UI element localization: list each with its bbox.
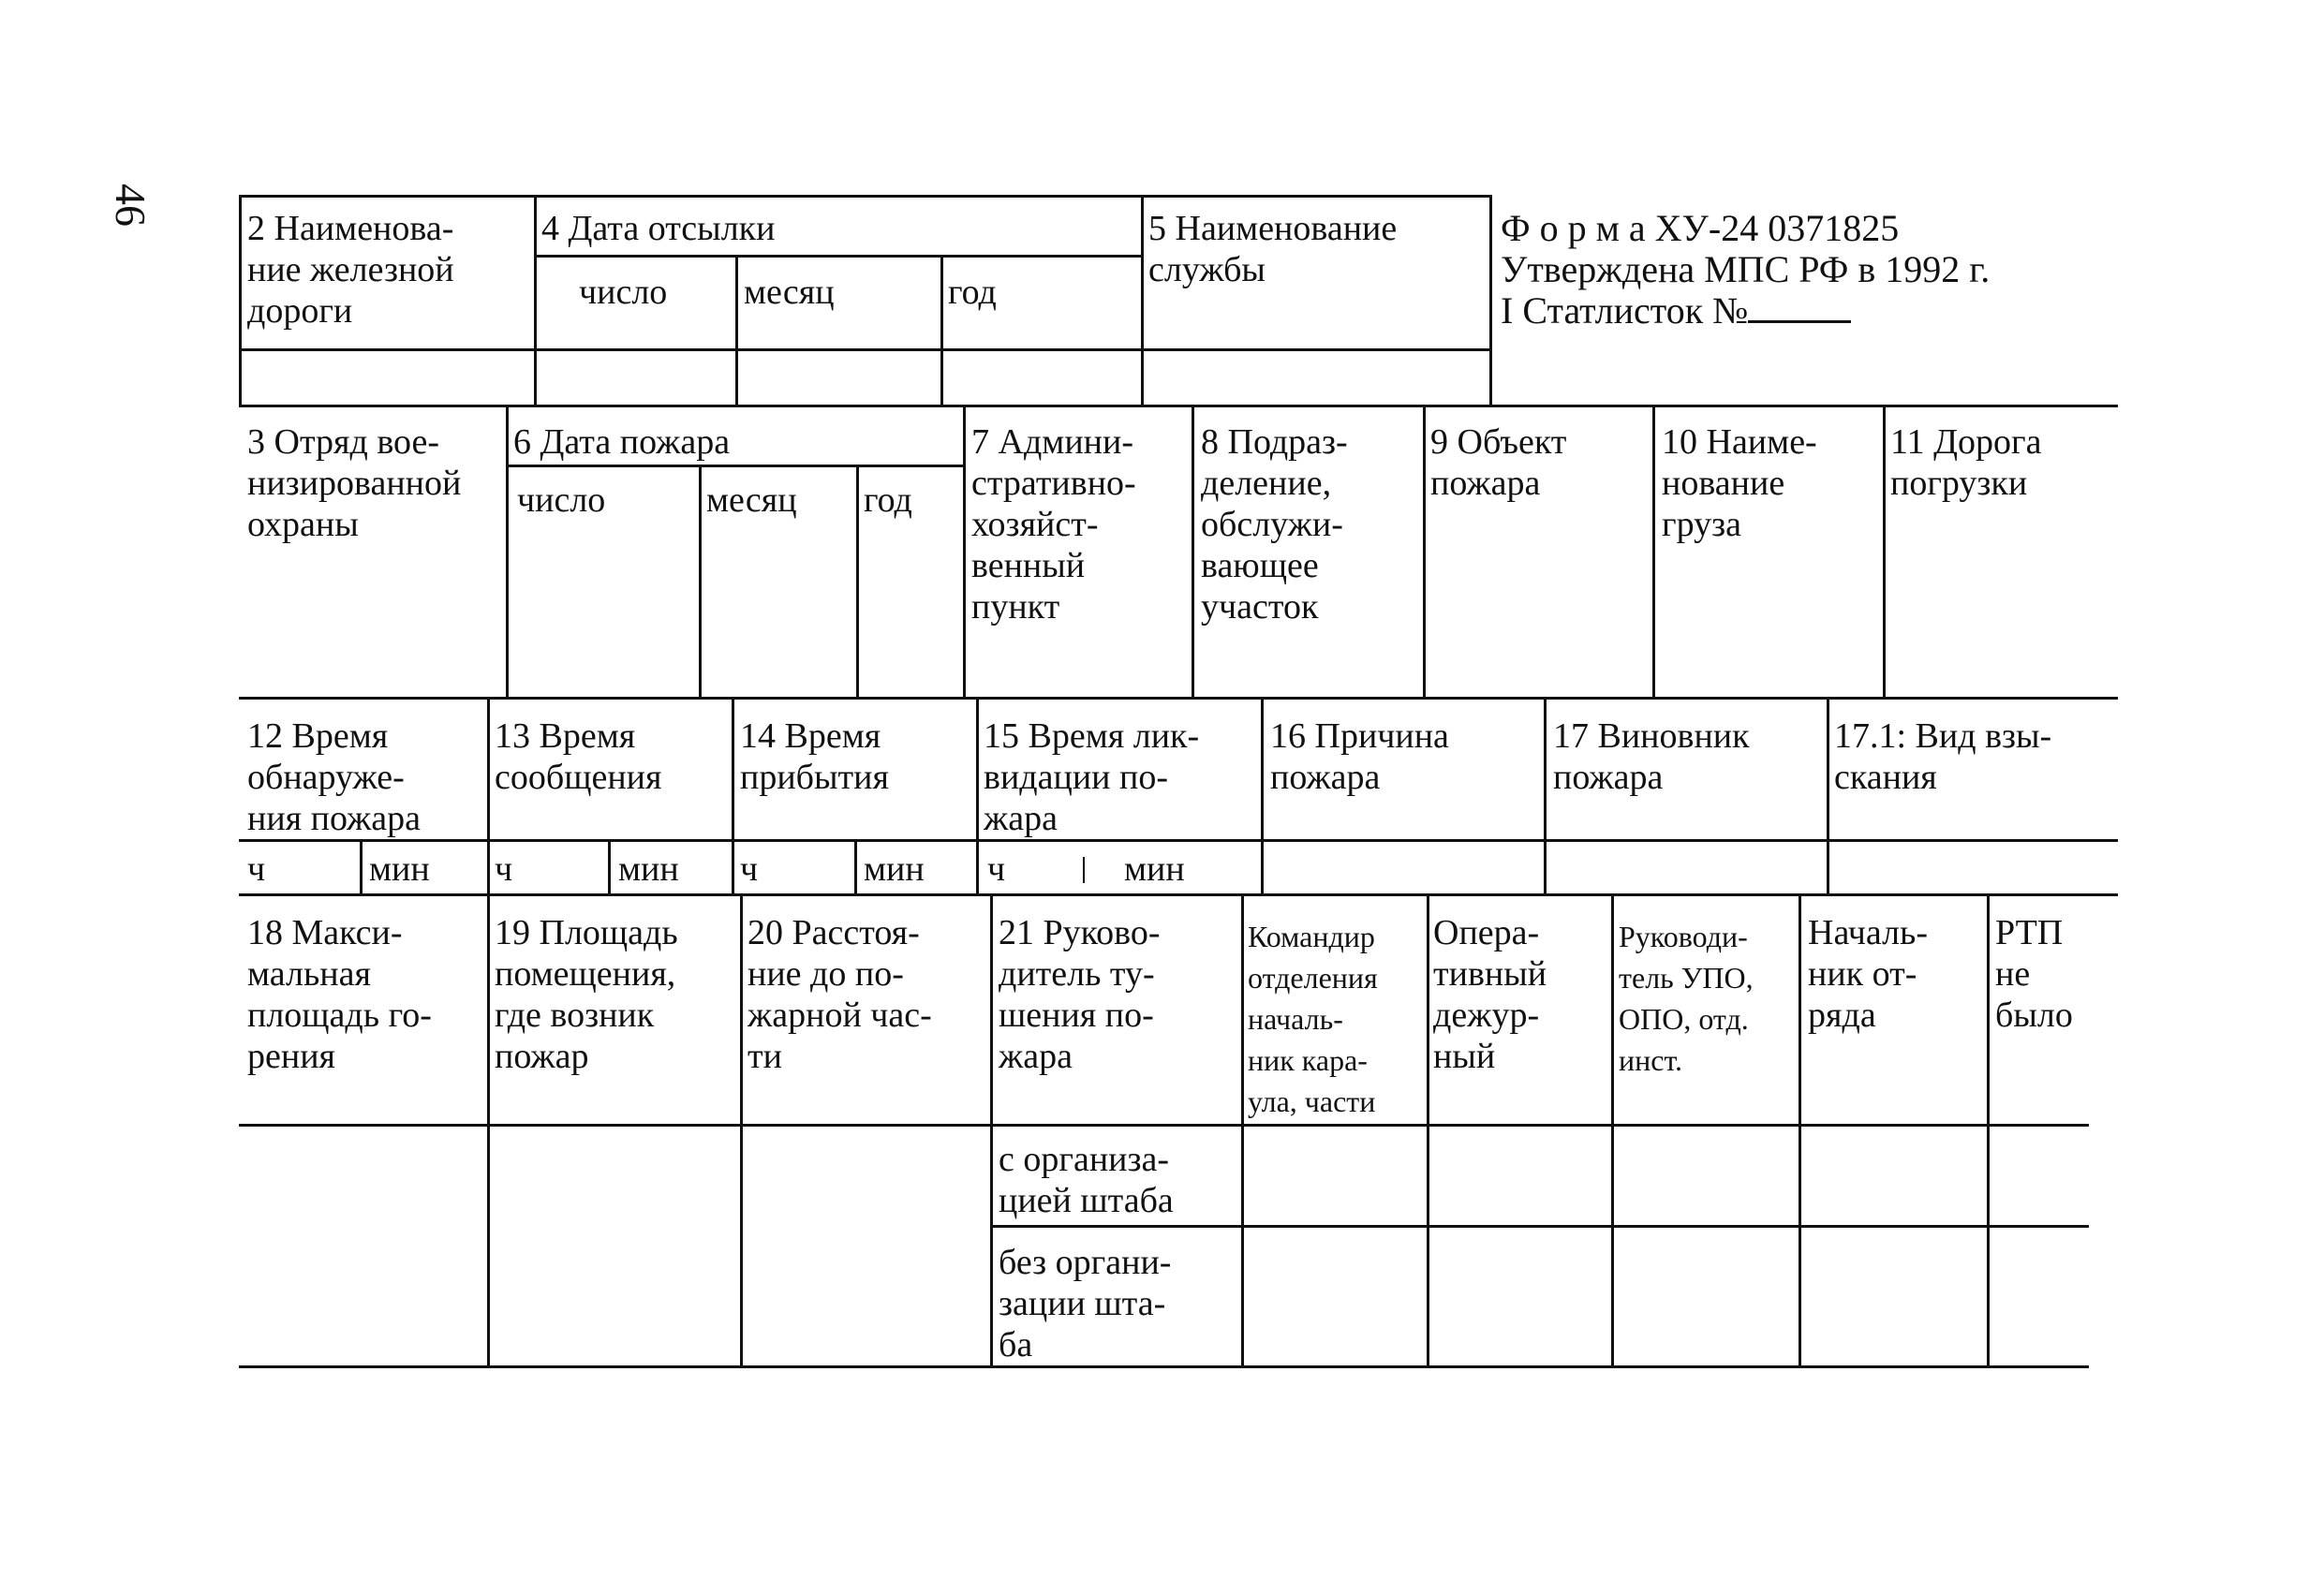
hour-label: ч xyxy=(740,849,759,889)
rule xyxy=(239,893,2118,896)
rule xyxy=(239,405,2118,407)
field-6-year: год xyxy=(864,480,912,520)
rule xyxy=(509,465,965,467)
form-header xyxy=(1501,208,1990,332)
field-7-admin-point: 7 Админи- стративно- хозяйст- венный пункт xyxy=(971,422,1136,627)
field-6-fire-date: 6 Дата пожара xyxy=(513,422,731,462)
field-21-fire-chief: 21 Руково- дитель ту- шения по- жара xyxy=(999,913,1161,1076)
rule xyxy=(360,839,363,896)
col-duty-officer: Опера- тивный дежур- ный xyxy=(1433,913,1547,1076)
col-rtp-absent: РТП не было xyxy=(1995,913,2073,1035)
rule xyxy=(1652,405,1655,700)
hour-label: ч xyxy=(495,849,513,889)
rule xyxy=(732,697,734,896)
rule xyxy=(1987,893,1990,1368)
minute-label: мин xyxy=(864,849,925,889)
rule xyxy=(1261,697,1264,896)
statlist-label: I Статлисток № xyxy=(1501,289,1749,332)
rule xyxy=(699,465,702,700)
minute-label: мин xyxy=(1124,849,1185,889)
minute-label: мин xyxy=(618,849,679,889)
rule xyxy=(990,1225,2089,1228)
rule xyxy=(990,893,993,1368)
rule xyxy=(487,893,490,1368)
field-15-liquidation-time: 15 Время лик- видации по- жара xyxy=(984,716,1200,838)
rule xyxy=(239,348,1491,351)
field-17-fire-culprit: 17 Виновник пожара xyxy=(1553,716,1750,797)
rule xyxy=(940,255,943,407)
rule xyxy=(1799,893,1801,1368)
field-20-distance: 20 Расстоя- ние до по- жарной час- ти xyxy=(748,913,932,1076)
rule xyxy=(854,839,857,896)
form-code: Ф о р м а ХУ-24 0371825 xyxy=(1501,207,1900,249)
rule xyxy=(536,255,1141,258)
field-6-day: число xyxy=(517,480,606,520)
rule xyxy=(1427,893,1429,1368)
field-14-arrival-time: 14 Время прибытия xyxy=(740,716,889,797)
field-3-guard-unit: 3 Отряд вое- низированной охраны xyxy=(247,422,462,544)
rule xyxy=(1827,697,1829,896)
field-4-year: год xyxy=(948,273,997,312)
field-5-service-name: 5 Наименование службы xyxy=(1148,209,1398,289)
field-18-max-burn-area: 18 Макси- мальная площадь го- рения xyxy=(247,913,432,1076)
hour-label: ч xyxy=(987,849,1006,889)
field-4-day: число xyxy=(579,273,668,312)
field-17-1-penalty-type: 17.1: Вид взы- скания xyxy=(1834,716,2052,797)
rule xyxy=(1611,893,1614,1368)
without-staff-label: без органи- зации шта- ба xyxy=(999,1243,1172,1364)
statlist-number-field[interactable] xyxy=(1748,292,1851,323)
statlist-line xyxy=(1501,290,1990,332)
field-9-fire-object: 9 Объект пожара xyxy=(1430,422,1567,503)
field-2-railway-name: 2 Наименова- ние железной дороги xyxy=(247,209,454,331)
rule xyxy=(1192,405,1194,700)
field-13-report-time: 13 Время сообщения xyxy=(495,716,662,797)
field-4-month: месяц xyxy=(744,273,835,312)
page-number: 46 xyxy=(107,184,155,227)
rule xyxy=(740,893,743,1368)
rule xyxy=(239,195,1491,198)
rule xyxy=(239,1365,2089,1368)
field-12-detection-time: 12 Время обнаруже- ния пожара xyxy=(247,716,422,838)
rule xyxy=(856,465,859,700)
col-detachment-chief: Началь- ник от- ряда xyxy=(1808,913,1929,1035)
rule xyxy=(506,405,509,700)
col-upo-head: Руководи- тель УПО, ОПО, отд. инст. xyxy=(1619,920,1754,1077)
rule xyxy=(1083,857,1085,883)
field-8-division: 8 Подраз- деление, обслужи- вающее участок xyxy=(1201,422,1348,627)
rule xyxy=(1423,405,1426,700)
field-4-send-date: 4 Дата отсылки xyxy=(541,209,776,248)
rule xyxy=(1544,697,1547,896)
field-11-loading-railway: 11 Дорога погрузки xyxy=(1890,422,2042,503)
rule xyxy=(1141,195,1144,407)
rule xyxy=(239,839,2118,842)
hour-label: ч xyxy=(247,849,266,889)
rule xyxy=(976,697,979,896)
field-6-month: месяц xyxy=(706,480,797,520)
col-squad-commander: Командир отделения началь- ник кара- ула, части xyxy=(1248,920,1378,1118)
rule xyxy=(1883,405,1886,700)
rule xyxy=(1489,195,1492,407)
minute-label: мин xyxy=(369,849,430,889)
field-16-fire-cause: 16 Причина пожара xyxy=(1270,716,1449,797)
field-10-cargo-name: 10 Наиме- нование груза xyxy=(1662,422,1817,544)
rule xyxy=(735,255,738,407)
rule xyxy=(1241,893,1244,1368)
approval-line: Утверждена МПС РФ в 1992 г. xyxy=(1501,248,1991,290)
with-staff-label: с организа- цией штаба xyxy=(999,1140,1174,1220)
rule xyxy=(239,1124,2089,1127)
rule xyxy=(534,195,537,407)
rule xyxy=(487,697,490,896)
rule xyxy=(239,195,242,407)
rule xyxy=(608,839,611,896)
field-19-room-area: 19 Площадь помещения, где возник пожар xyxy=(495,913,678,1076)
rule xyxy=(963,405,966,700)
rule xyxy=(239,697,2118,700)
